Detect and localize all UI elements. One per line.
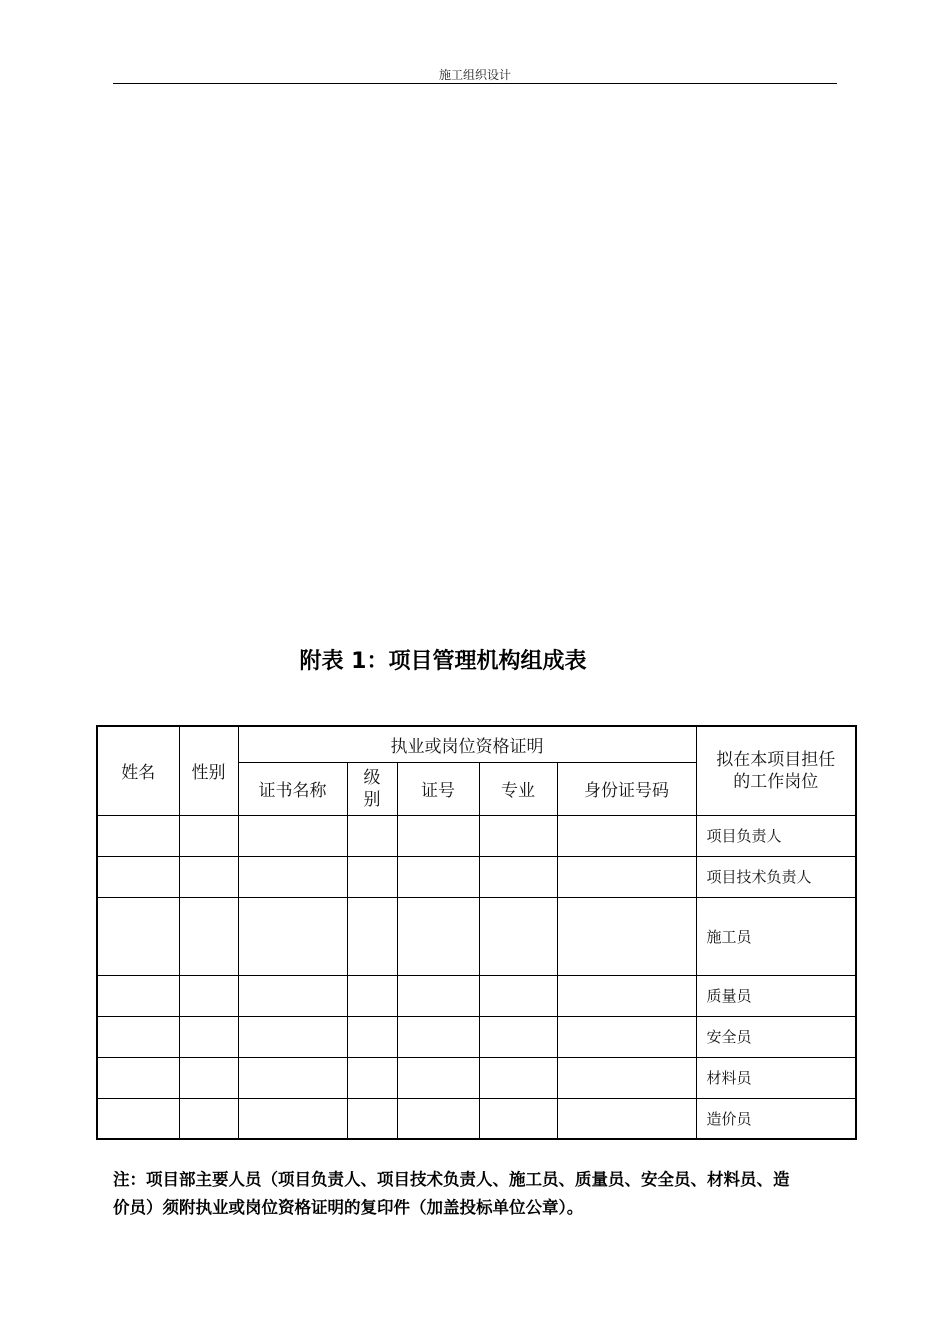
header-level [347,762,397,815]
table-title: 附表 1：项目管理机构组成表 [299,649,587,674]
cell-position: 项目技术负责人 [696,856,856,897]
header-position-line1: 拟在本项目担任 [716,749,836,770]
cell-gender[interactable] [179,1098,238,1139]
cell-position: 安全员 [696,1016,856,1057]
cell-major[interactable] [479,1057,557,1098]
cell-cert-name[interactable] [238,1057,347,1098]
table-row [97,815,856,856]
cell-id-no[interactable] [557,815,696,856]
cell-cert-name[interactable] [238,815,347,856]
cell-level[interactable] [347,1057,397,1098]
cell-cert-no[interactable] [397,856,479,897]
cell-major[interactable] [479,815,557,856]
cell-gender[interactable] [179,1016,238,1057]
cell-cert-name[interactable] [238,856,347,897]
cell-level[interactable] [347,856,397,897]
header-gender: 性别 [179,726,238,815]
cell-gender[interactable] [179,975,238,1016]
cell-id-no[interactable] [557,1016,696,1057]
cell-level[interactable] [347,1098,397,1139]
cell-gender[interactable] [179,856,238,897]
header-cert-no: 证号 [397,762,479,815]
header-cert-name: 证书名称 [238,762,347,815]
cell-position: 质量员 [696,975,856,1016]
header-position [696,726,856,815]
cell-gender[interactable] [179,815,238,856]
cell-name[interactable] [97,815,179,856]
cell-id-no[interactable] [557,975,696,1016]
cell-cert-no[interactable] [397,897,479,975]
cell-level[interactable] [347,1016,397,1057]
cell-cert-no[interactable] [397,1016,479,1057]
cell-name[interactable] [97,897,179,975]
cell-gender[interactable] [179,897,238,975]
table-row [97,897,856,975]
cell-major[interactable] [479,975,557,1016]
cell-cert-name[interactable] [238,1098,347,1139]
footnote-line1: 注：项目部主要人员（项目负责人、项目技术负责人、施工员、质量员、安全员、材料员、造 [113,1170,790,1189]
table-row [97,1057,856,1098]
cell-id-no[interactable] [557,1098,696,1139]
table-row [97,856,856,897]
cell-position: 项目负责人 [696,815,856,856]
cell-name[interactable] [97,975,179,1016]
cell-major[interactable] [479,897,557,975]
cell-major[interactable] [479,856,557,897]
header-rule [113,83,837,84]
cell-position: 施工员 [696,897,856,975]
cell-name[interactable] [97,1098,179,1139]
cell-position: 材料员 [696,1057,856,1098]
header-name: 姓名 [97,726,179,815]
header-level-line2: 别 [363,789,381,810]
cell-cert-no[interactable] [397,1057,479,1098]
footnote [113,1166,843,1222]
cell-major[interactable] [479,1098,557,1139]
cell-cert-name[interactable] [238,975,347,1016]
org-table [96,725,857,1140]
header-id-no: 身份证号码 [557,762,696,815]
cell-cert-no[interactable] [397,975,479,1016]
cell-level[interactable] [347,815,397,856]
cell-cert-no[interactable] [397,815,479,856]
cell-id-no[interactable] [557,1057,696,1098]
cell-id-no[interactable] [557,856,696,897]
cell-major[interactable] [479,1016,557,1057]
cell-name[interactable] [97,856,179,897]
header-cert-group: 执业或岗位资格证明 [238,726,696,762]
table-row [97,1098,856,1139]
header-level-line1: 级 [363,767,381,788]
header-major: 专业 [479,762,557,815]
cell-level[interactable] [347,897,397,975]
cell-cert-name[interactable] [238,1016,347,1057]
page-header: 施工组织设计 [438,68,511,82]
table-row [97,1016,856,1057]
cell-cert-name[interactable] [238,897,347,975]
cell-gender[interactable] [179,1057,238,1098]
cell-position: 造价员 [696,1098,856,1139]
header-position-line2: 的工作岗位 [733,771,819,792]
cell-cert-no[interactable] [397,1098,479,1139]
cell-name[interactable] [97,1016,179,1057]
footnote-line2: 价员）须附执业或岗位资格证明的复印件（加盖投标单位公章）。 [113,1198,584,1217]
table-row [97,975,856,1016]
cell-level[interactable] [347,975,397,1016]
cell-name[interactable] [97,1057,179,1098]
cell-id-no[interactable] [557,897,696,975]
